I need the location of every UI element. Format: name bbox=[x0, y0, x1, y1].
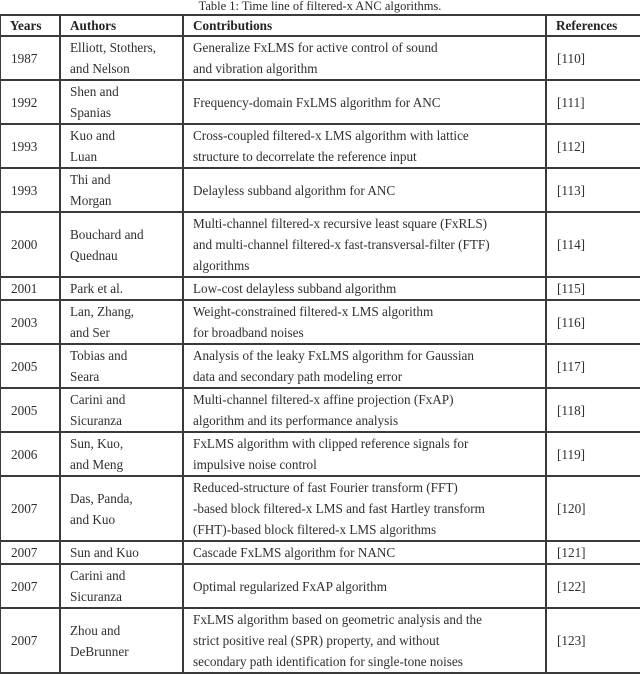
table-row bbox=[0, 432, 640, 476]
author-line: Lan, Zhang, bbox=[70, 304, 135, 319]
header-references: References bbox=[546, 15, 640, 36]
cell-year: 2007 bbox=[0, 564, 60, 608]
table-row bbox=[0, 300, 640, 344]
author-line: Carini and bbox=[70, 568, 126, 583]
author-line: Morgan bbox=[70, 193, 112, 208]
author-line: DeBrunner bbox=[70, 643, 129, 659]
table-row bbox=[0, 36, 640, 80]
timeline-table bbox=[0, 14, 640, 674]
author-line: Zhou and bbox=[70, 622, 121, 638]
contribution-line: Optimal regularized FxAP algorithm bbox=[193, 578, 387, 594]
cell-authors bbox=[60, 476, 183, 541]
author-line: and Nelson bbox=[70, 61, 130, 76]
cell-authors bbox=[60, 80, 183, 124]
cell-year: 2001 bbox=[0, 277, 60, 300]
header-authors: Authors bbox=[60, 15, 183, 36]
author-line: and Meng bbox=[70, 457, 124, 472]
cell-contributions bbox=[183, 541, 546, 564]
cell-year: 2006 bbox=[0, 432, 60, 476]
cell-contributions bbox=[183, 300, 546, 344]
author-line: Spanias bbox=[70, 105, 112, 120]
cell-contributions bbox=[183, 168, 546, 212]
cell-reference: [117] bbox=[546, 344, 640, 388]
cell-authors bbox=[60, 300, 183, 344]
cell-authors bbox=[60, 608, 183, 673]
cell-authors bbox=[60, 36, 183, 80]
author-line: Kuo and bbox=[70, 128, 116, 143]
cell-contributions bbox=[183, 476, 546, 541]
cell-authors bbox=[60, 541, 183, 564]
cell-year: 2005 bbox=[0, 344, 60, 388]
author-line: Sun, Kuo, bbox=[70, 436, 124, 451]
author-line: Quednau bbox=[70, 247, 118, 263]
contribution-line: and vibration algorithm bbox=[193, 61, 318, 76]
cell-contributions bbox=[183, 212, 546, 277]
header-years: Years bbox=[0, 15, 60, 36]
contribution-line: (FHT)-based block filtered-x LMS algorithms bbox=[193, 522, 437, 537]
cell-reference: [110] bbox=[546, 36, 640, 80]
cell-contributions bbox=[183, 344, 546, 388]
author-line: Tobias and bbox=[70, 348, 128, 363]
contribution-line: Cross-coupled filtered-x LMS algorithm with lattice bbox=[193, 128, 469, 143]
contribution-line: Reduced-structure of fast Fourier transform (FFT) bbox=[193, 480, 458, 495]
contribution-line: algorithms bbox=[193, 258, 250, 273]
contribution-line: FxLMS algorithm based on geometric analysis and the bbox=[193, 612, 482, 627]
cell-reference: [118] bbox=[546, 388, 640, 432]
table-row bbox=[0, 212, 640, 277]
table-row bbox=[0, 476, 640, 541]
table-caption: Table 1: Time line of filtered-x ANC algorithms. bbox=[198, 0, 442, 13]
cell-authors bbox=[60, 168, 183, 212]
cell-reference: [121] bbox=[546, 541, 640, 564]
contribution-line: and multi-channel filtered-x fast-transversal-filter (FTF) bbox=[193, 237, 490, 252]
contribution-line: -based block filtered-x LMS and fast Hartley transform bbox=[193, 501, 485, 516]
cell-reference: [114] bbox=[546, 212, 640, 277]
contribution-line: data and secondary path modeling error bbox=[193, 369, 403, 384]
cell-reference: [116] bbox=[546, 300, 640, 344]
author-line: Luan bbox=[70, 149, 98, 164]
table-row bbox=[0, 608, 640, 673]
cell-year: 2005 bbox=[0, 388, 60, 432]
cell-contributions bbox=[183, 124, 546, 168]
contribution-line: Analysis of the leaky FxLMS algorithm for Gaussian bbox=[193, 348, 474, 363]
cell-reference: [119] bbox=[546, 432, 640, 476]
contribution-line: Weight-constrained filtered-x LMS algorithm bbox=[193, 304, 434, 319]
contribution-line: Cascade FxLMS algorithm for NANC bbox=[193, 545, 396, 560]
author-line: Das, Panda, bbox=[70, 490, 133, 506]
table-header-row bbox=[0, 15, 640, 36]
contribution-line: algorithm and its performance analysis bbox=[193, 413, 399, 428]
author-line: Sun and Kuo bbox=[70, 545, 139, 560]
author-line: Shen and bbox=[70, 84, 119, 99]
cell-year: 2007 bbox=[0, 476, 60, 541]
contribution-line: impulsive noise control bbox=[193, 457, 317, 472]
author-line: Bouchard and bbox=[70, 226, 144, 242]
cell-year: 1987 bbox=[0, 36, 60, 80]
cell-reference: [115] bbox=[546, 277, 640, 300]
cell-year: 2007 bbox=[0, 541, 60, 564]
cell-authors bbox=[60, 432, 183, 476]
cell-contributions bbox=[183, 608, 546, 673]
contribution-line: Generalize FxLMS for active control of sound bbox=[193, 40, 438, 55]
contribution-line: Delayless subband algorithm for ANC bbox=[193, 182, 396, 198]
author-line: Sicuranza bbox=[70, 413, 122, 428]
contribution-line: secondary path identification for single-tone noises bbox=[193, 654, 463, 669]
contribution-line: Multi-channel filtered-x affine projection (FxAP) bbox=[193, 392, 454, 407]
contribution-line: structure to decorrelate the reference input bbox=[193, 149, 417, 164]
author-line: and Ser bbox=[70, 325, 110, 340]
author-line: Sicuranza bbox=[70, 589, 122, 604]
cell-year: 2000 bbox=[0, 212, 60, 277]
contribution-line: strict positive real (SPR) property, and without bbox=[193, 633, 440, 648]
cell-year: 1992 bbox=[0, 80, 60, 124]
author-line: Carini and bbox=[70, 392, 126, 407]
cell-contributions bbox=[183, 36, 546, 80]
cell-authors bbox=[60, 212, 183, 277]
cell-contributions bbox=[183, 564, 546, 608]
cell-authors bbox=[60, 388, 183, 432]
cell-reference: [111] bbox=[546, 80, 640, 124]
cell-contributions bbox=[183, 432, 546, 476]
cell-authors bbox=[60, 124, 183, 168]
cell-reference: [112] bbox=[546, 124, 640, 168]
table-row bbox=[0, 564, 640, 608]
table-row bbox=[0, 541, 640, 564]
cell-year: 2003 bbox=[0, 300, 60, 344]
contribution-line: Low-cost delayless subband algorithm bbox=[193, 281, 397, 296]
header-contributions: Contributions bbox=[183, 15, 546, 36]
table-row bbox=[0, 124, 640, 168]
cell-contributions bbox=[183, 277, 546, 300]
author-line: Park et al. bbox=[70, 281, 124, 296]
cell-authors bbox=[60, 277, 183, 300]
author-line: Seara bbox=[70, 369, 100, 384]
cell-reference: [123] bbox=[546, 608, 640, 673]
author-line: Elliott, Stothers, bbox=[70, 40, 157, 55]
cell-reference: [122] bbox=[546, 564, 640, 608]
table-row bbox=[0, 168, 640, 212]
cell-authors bbox=[60, 344, 183, 388]
table-row bbox=[0, 277, 640, 300]
table-row bbox=[0, 344, 640, 388]
cell-reference: [120] bbox=[546, 476, 640, 541]
table-row bbox=[0, 80, 640, 124]
contribution-line: FxLMS algorithm with clipped reference signals for bbox=[193, 436, 469, 451]
contribution-line: Frequency-domain FxLMS algorithm for ANC bbox=[193, 94, 441, 110]
cell-year: 2007 bbox=[0, 608, 60, 673]
author-line: Thi and bbox=[70, 172, 111, 187]
cell-year: 1993 bbox=[0, 168, 60, 212]
table-body bbox=[0, 36, 640, 673]
cell-contributions bbox=[183, 80, 546, 124]
contribution-line: Multi-channel filtered-x recursive least square (FxRLS) bbox=[193, 216, 488, 231]
table-row bbox=[0, 388, 640, 432]
cell-contributions bbox=[183, 388, 546, 432]
cell-authors bbox=[60, 564, 183, 608]
cell-year: 1993 bbox=[0, 124, 60, 168]
author-line: and Kuo bbox=[70, 511, 116, 527]
contribution-line: for broadband noises bbox=[193, 325, 304, 340]
cell-reference: [113] bbox=[546, 168, 640, 212]
